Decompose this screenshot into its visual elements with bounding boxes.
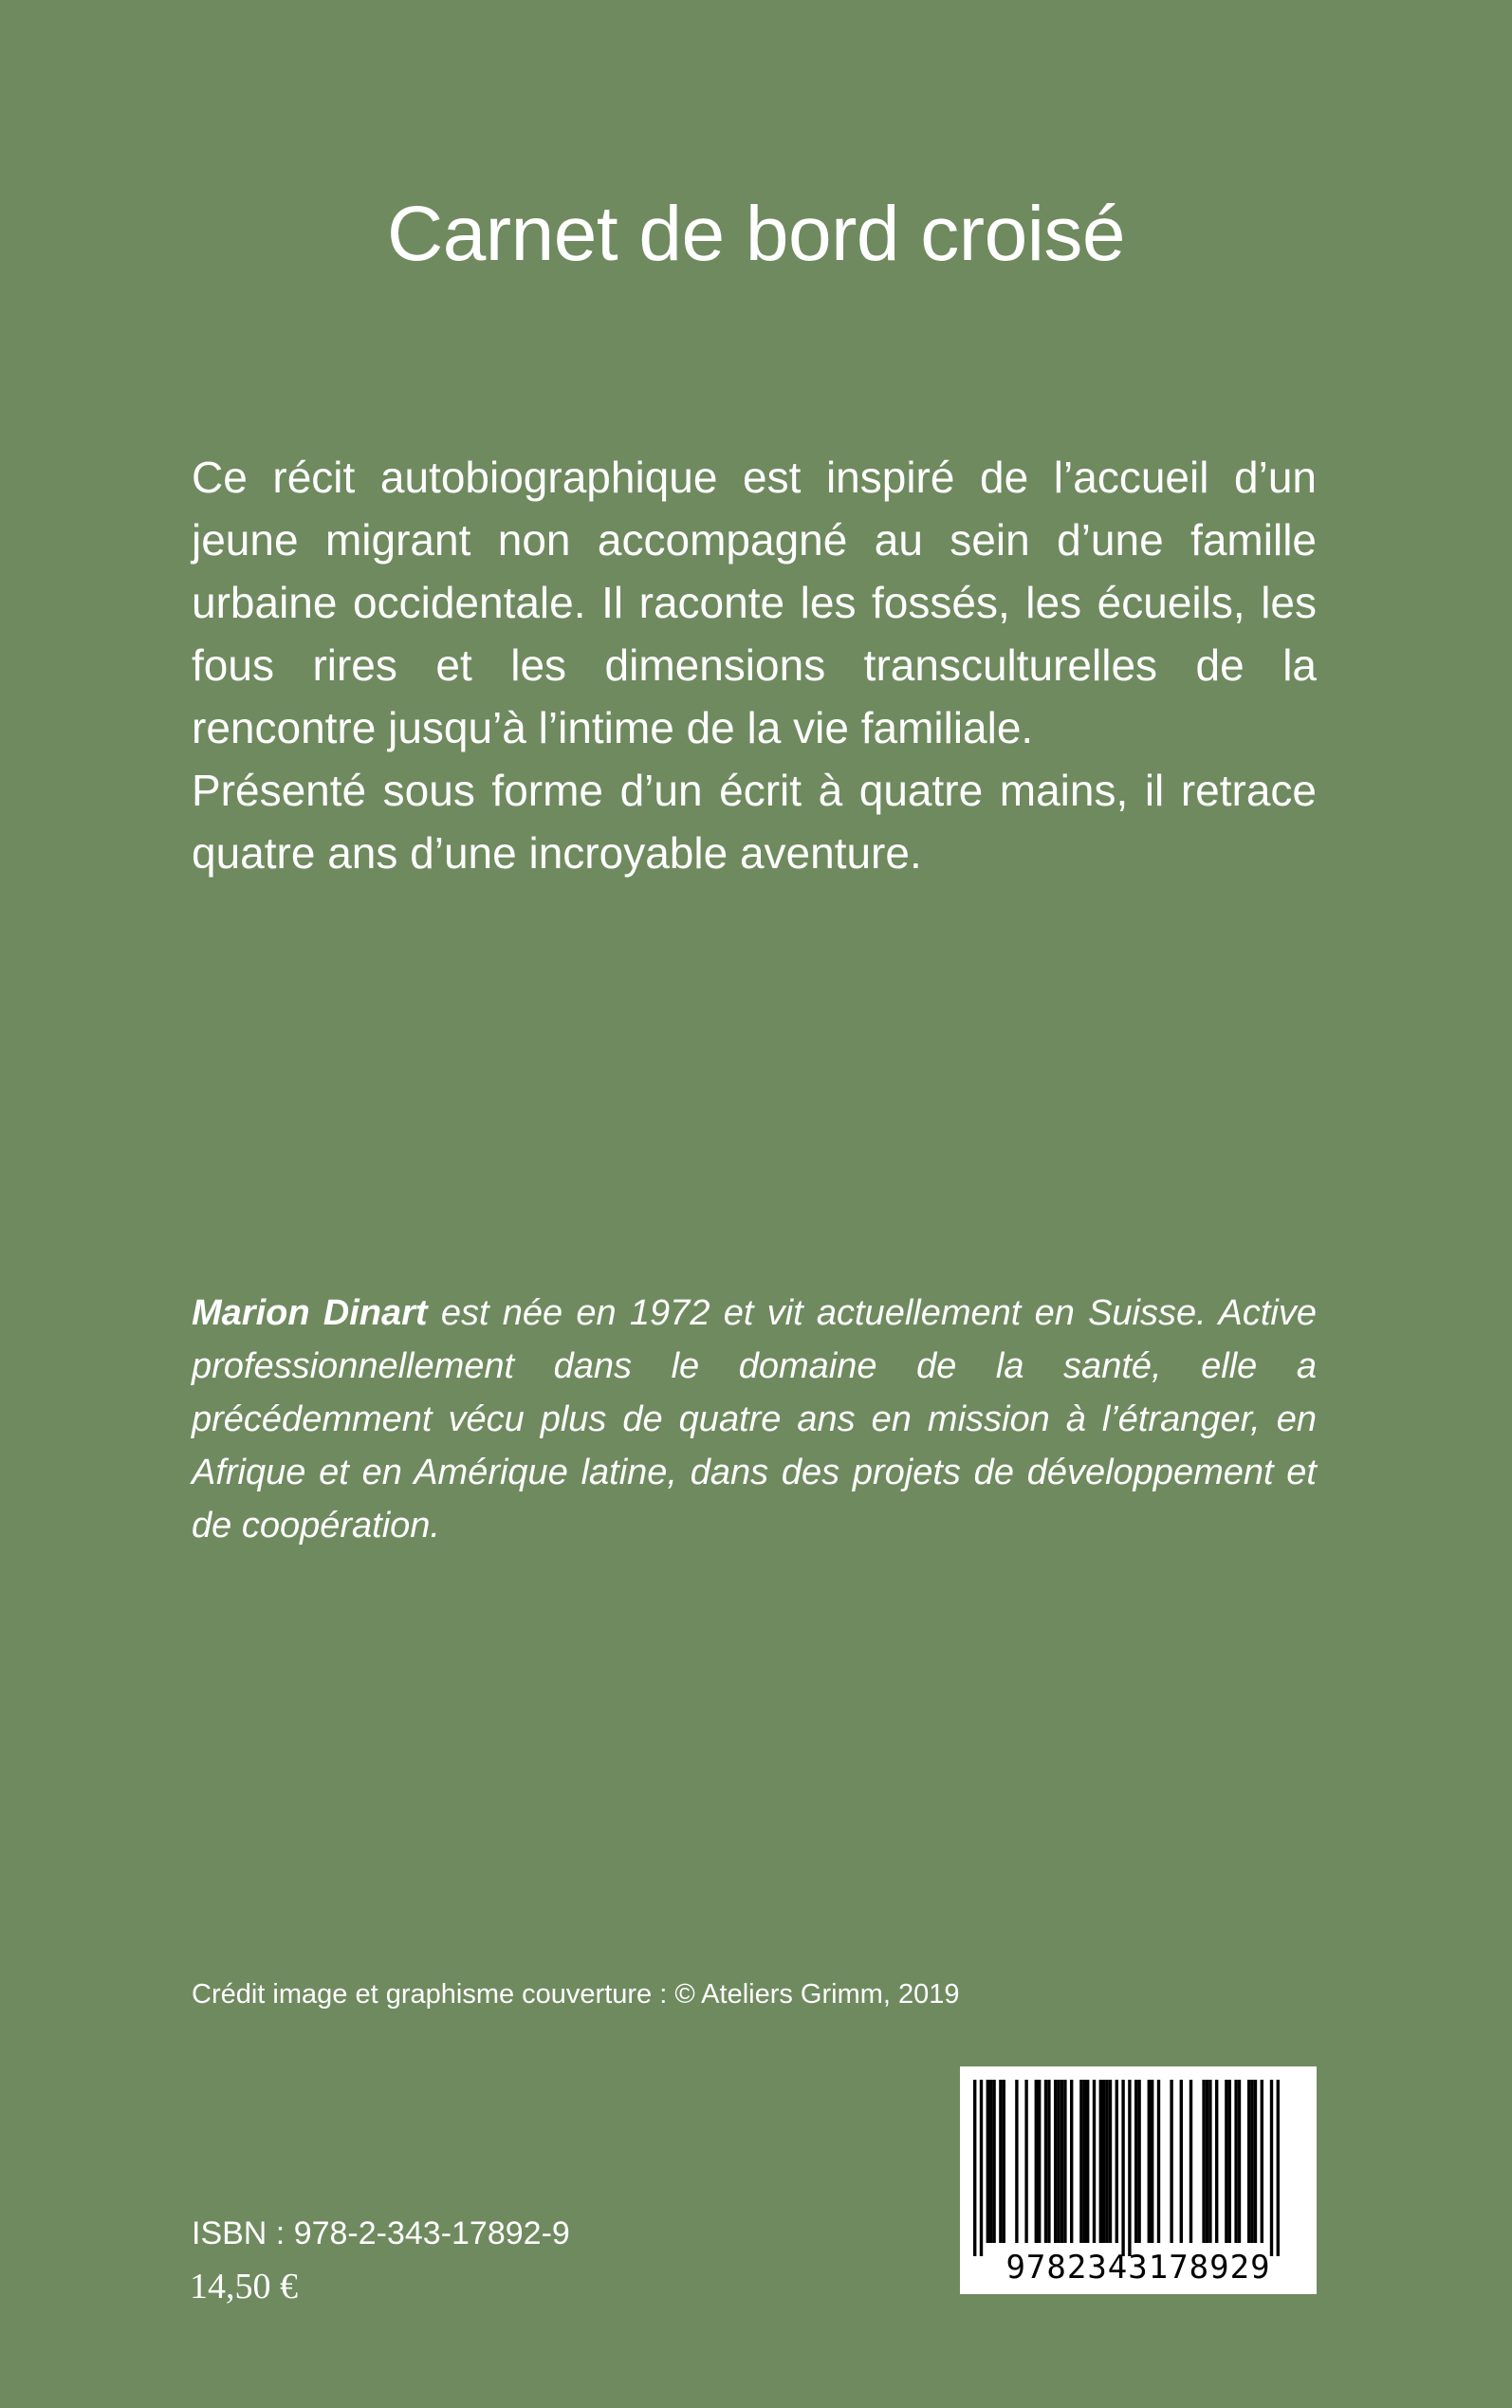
barcode-bar [1180,2080,1183,2243]
barcode-bar [986,2080,989,2243]
barcode-bar [1128,2080,1131,2256]
blurb-paragraph: Présenté sous forme d’un écrit à quatre mains, il retrace quatre ans d’une incroyable aventure. [192,766,1317,878]
blurb-paragraph: Ce récit autobiographique est inspiré de l’accueil d’un jeune migrant non accompagné au sein d’une famille urbaine occidentale. Il raconte les fossés, les écueils, les fous rires et les dimensions transculturelles de la rencontre jusqu’à l’intime de la vie familiale. [192,453,1317,752]
barcode-bar [1134,2080,1137,2243]
barcode-bar [1250,2080,1253,2243]
barcode-bar [1121,2080,1124,2256]
barcode-bar [1063,2080,1066,2243]
barcode-bar [1003,2080,1005,2243]
author-name: Marion Dinart [192,1293,428,1333]
barcode-bar [1148,2080,1151,2243]
barcode-bar [1102,2080,1105,2243]
barcode-bar [973,2080,976,2256]
barcode-bar [1060,2080,1063,2243]
barcode-bar [1254,2080,1257,2243]
barcode-bar [1105,2080,1108,2243]
barcode-bar [1035,2080,1038,2243]
barcode-bar [1057,2080,1060,2243]
barcode-bar [1047,2080,1050,2243]
barcode-bar [1151,2080,1153,2243]
barcode-bar [1083,2080,1086,2243]
barcode-bar [1070,2080,1073,2243]
book-title: Carnet de bord croisé [386,191,1126,277]
barcode-bar [989,2080,992,2243]
barcode-bar [1247,2080,1250,2243]
barcode-bar [1054,2080,1057,2243]
barcode-bar [1137,2080,1140,2243]
author-bio-text: est née en 1972 et vit actuellement en Suisse. Active professionnellement dans le domaine de la santé, elle a précédemment vécu plus de quatre ans en mission à l’étranger, en Afrique et en Amérique latine, dans des projets de développement et de coopération. [192,1293,1317,1546]
barcode-bar [1024,2080,1027,2243]
barcode-digits: 9782343178929 [1005,2249,1271,2287]
barcode-bar [1228,2080,1231,2243]
barcode-bar [1099,2080,1102,2243]
barcode-bar [1170,2080,1172,2243]
barcode-bar [999,2080,1002,2243]
barcode-bar [980,2080,983,2256]
barcode-bar [1277,2080,1280,2256]
barcode-bar [1234,2080,1237,2243]
barcode-bar [1044,2080,1047,2243]
barcode-bar [1189,2080,1192,2243]
barcode-bar [1093,2080,1096,2243]
barcode-bar [1157,2080,1160,2243]
barcode-bar [1261,2080,1263,2243]
barcode-bar [1116,2080,1118,2243]
barcode-bar [1225,2080,1227,2243]
back-cover-blurb [192,446,1317,884]
barcode-bar [1206,2080,1208,2243]
barcode-bar [1079,2080,1082,2243]
barcode-bar [1086,2080,1089,2243]
barcode-bar [1038,2080,1041,2243]
barcode-bar [1215,2080,1218,2243]
cover-credit: Crédit image et graphisme couverture : © Ateliers Grimm, 2019 [192,1979,960,2010]
barcode-bar [1238,2080,1241,2243]
barcode-bar [1202,2080,1205,2243]
author-bio [192,1287,1317,1552]
barcode-bar [1015,2080,1018,2243]
barcode [960,2066,1317,2294]
barcode-bar [1208,2080,1211,2243]
barcode-bar [1270,2080,1273,2256]
barcode-bar [1109,2080,1112,2243]
isbn-number: ISBN : 978-2-343-17892-9 [192,2215,570,2251]
price: 14,50 € [190,2267,298,2306]
barcode-bar [992,2080,995,2243]
